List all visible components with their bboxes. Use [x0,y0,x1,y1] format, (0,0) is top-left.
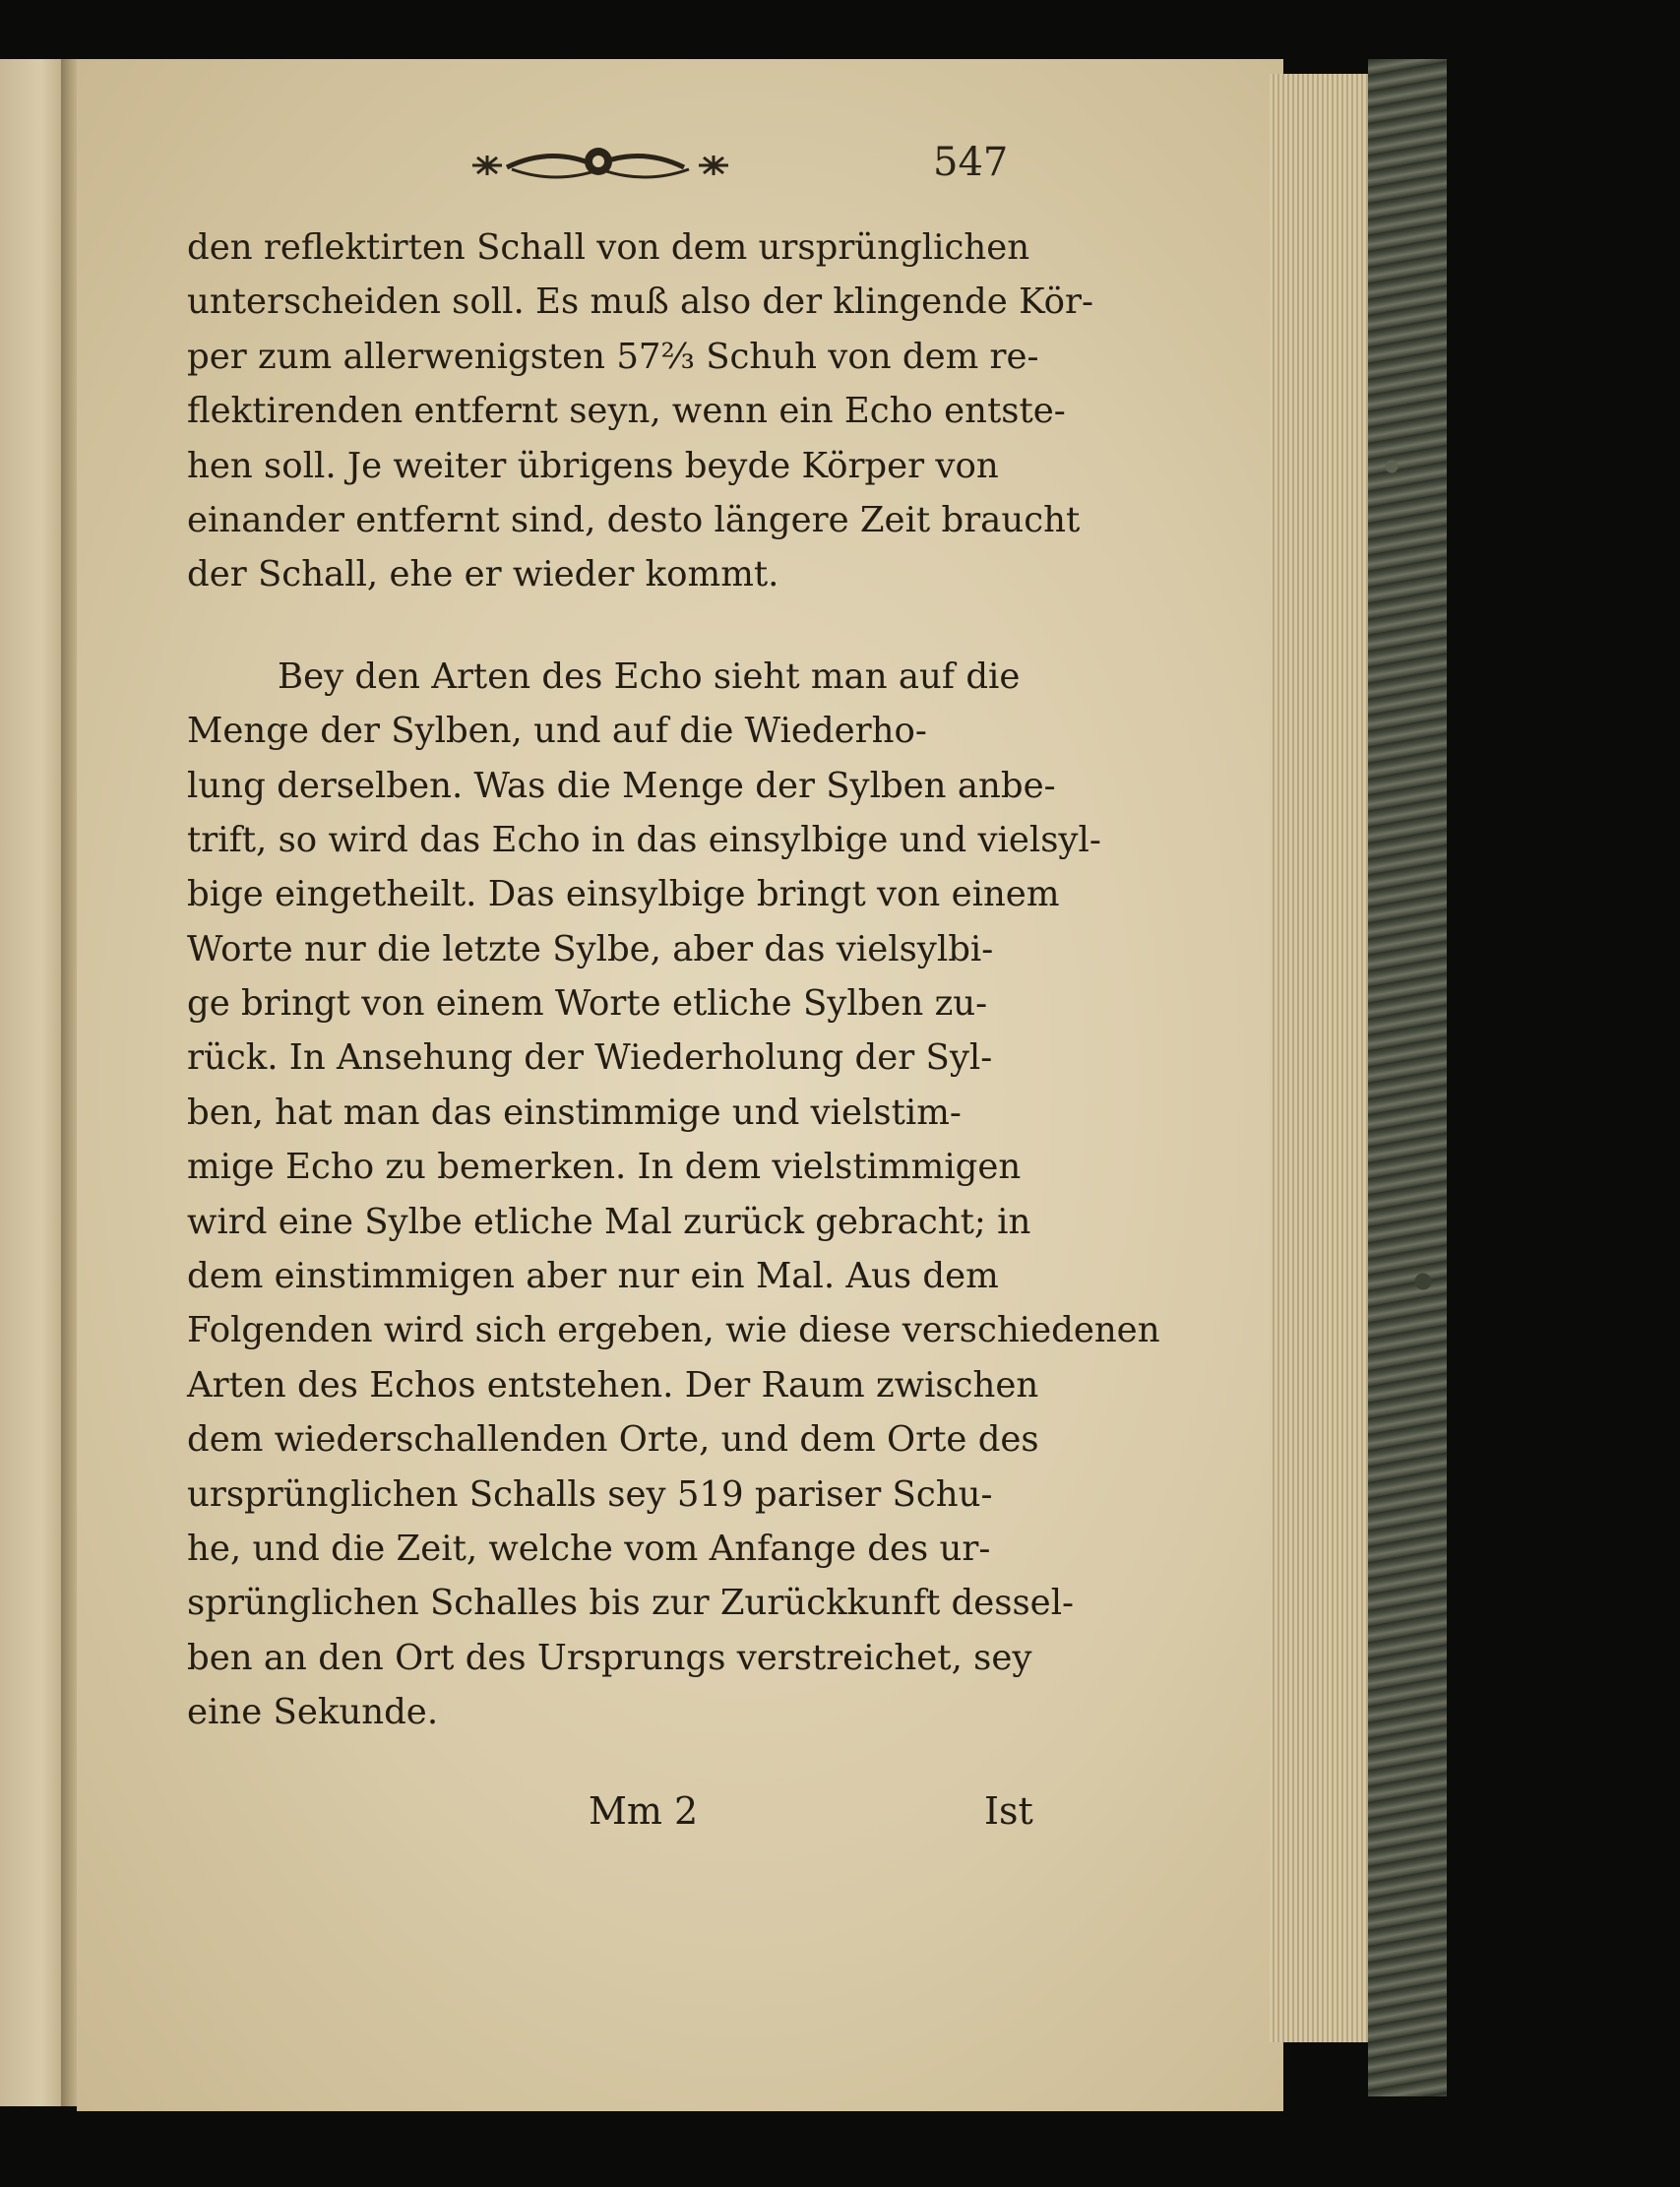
paragraph-gap [187,602,1061,650]
text-line: Arten des Echos entstehen. Der Raum zwischen [187,1364,1039,1406]
text-line: einander entfernt sind, desto längere Zeit braucht [187,499,1081,540]
text-line: bige eingetheilt. Das einsylbige bringt von einem [187,874,1060,915]
text-line: per zum allerwenigsten 57⅔ Schuh von dem re- [187,336,1039,377]
text-line: sprünglichen Schalles bis zur Zurückkunft dessel- [187,1583,1075,1624]
text-line: mige Echo zu bemerken. In dem vielstimmigen [187,1147,1022,1188]
signature-mark: Mm 2 [589,1789,699,1833]
text-line: flektirenden entfernt seyn, wenn ein Echo entste- [187,391,1066,432]
text-line: hen soll. Je weiter übrigens beyde Körper von [187,445,999,486]
text-line: Worte nur die letzte Sylbe, aber das vielsylbi- [187,928,994,969]
page-number: 547 [933,140,1009,185]
body-text [187,220,1160,1740]
text-line: wird eine Sylbe etliche Mal zurück gebracht; in [187,1201,1031,1242]
text-line: eine Sekunde. [187,1692,439,1733]
header-ornament [463,136,738,195]
text-line: trift, so wird das Echo in das einsylbige und vielsyl- [187,819,1101,860]
text-line: Menge der Sylben, und auf die Wiederho- [187,711,927,752]
page-edges [1270,74,1378,2042]
text-line: ben an den Ort des Ursprungs verstreichet, sey [187,1637,1032,1678]
text-line: unterscheiden soll. Es muß also der klingende Kör- [187,281,1093,323]
text-line: dem einstimmigen aber nur ein Mal. Aus dem [187,1256,999,1297]
catchword: Ist [984,1789,1033,1833]
text-line: he, und die Zeit, welche vom Anfange des ur- [187,1528,991,1569]
text-line: lung derselben. Was die Menge der Sylben anbe- [187,765,1056,806]
text-line: dem wiederschallenden Orte, und dem Orte des [187,1419,1039,1461]
text-line: den reflektirten Schall von dem ursprünglichen [187,227,1030,268]
marbled-cover [1368,59,1447,2096]
text-line: der Schall, ehe er wieder kommt. [187,554,779,595]
text-line: Folgenden wird sich ergeben, wie diese verschiedenen [187,1310,1160,1351]
text-line: ge bringt von einem Worte etliche Sylben zu- [187,983,988,1025]
left-page-edge [0,59,69,2106]
text-line: rück. In Ansehung der Wiederholung der Syl- [187,1037,993,1079]
text-line: ursprünglichen Schalls sey 519 pariser Schu- [187,1473,993,1515]
text-line: ben, hat man das einstimmige und vielstim- [187,1092,962,1133]
text-line: Bey den Arten des Echo sieht man auf die [278,656,1021,697]
